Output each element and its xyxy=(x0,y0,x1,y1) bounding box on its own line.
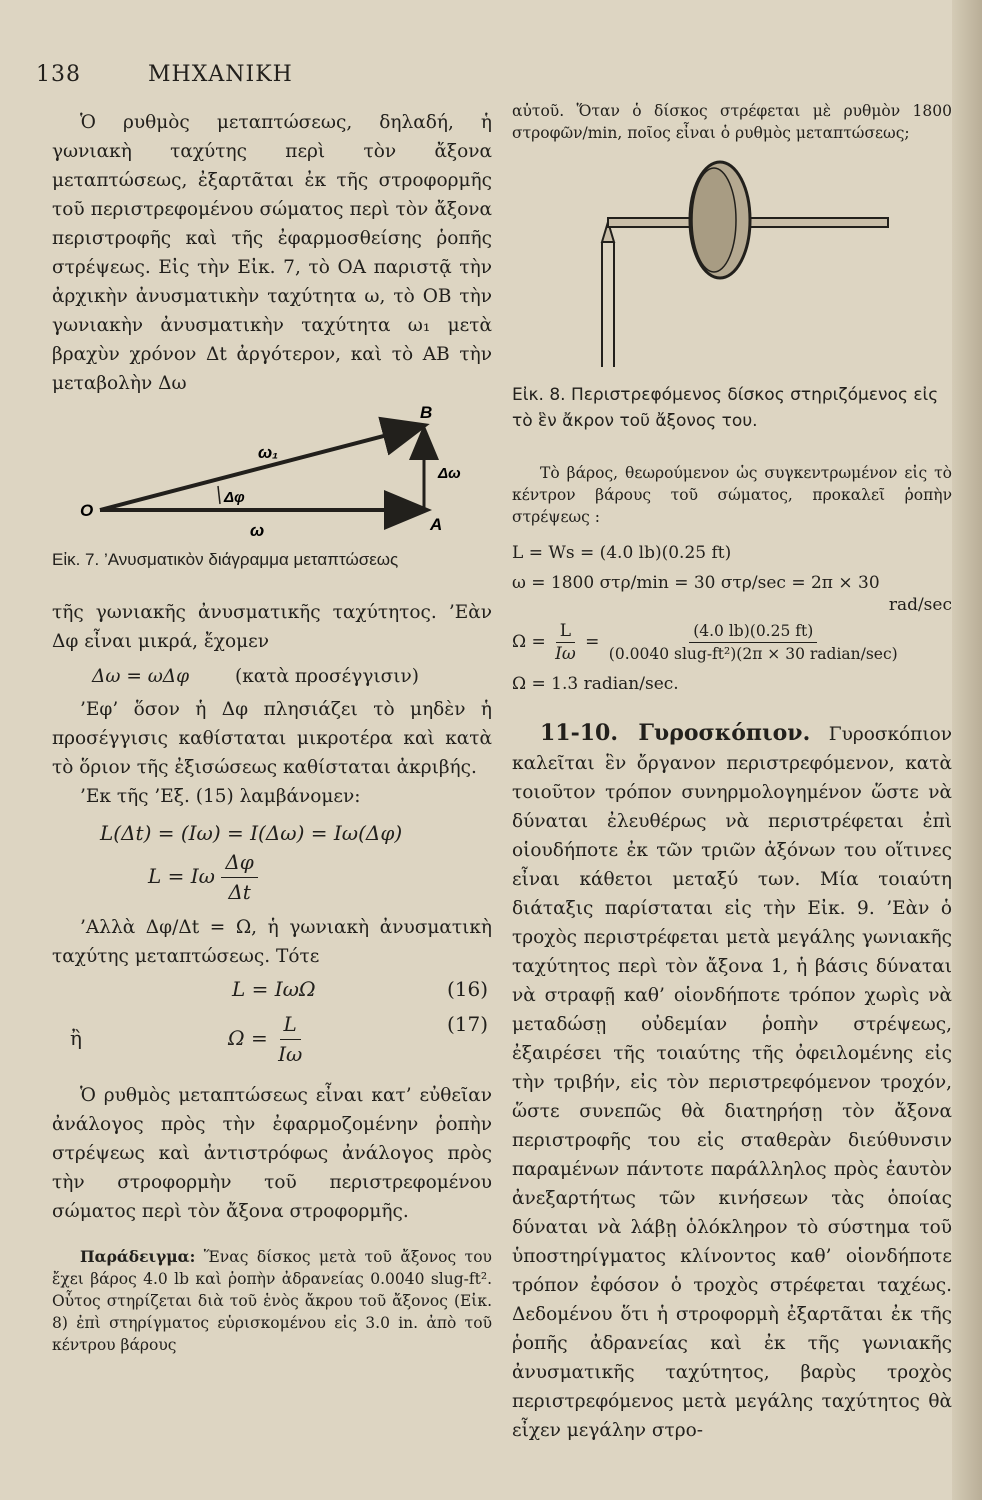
equation-L-delta-t: L(Δt) = (Iω) = I(Δω) = Iω(Δφ) xyxy=(100,821,403,845)
equation-17-lhs: Ω = xyxy=(228,1026,268,1050)
solution-intro: Τὸ βάρος, θεωρούμενον ὡς συγκεντρωμένον εἰς τὸ κέντρον βάρους τοῦ σώματος, προκαλεῖ ῥοπὴν στρέψεως : xyxy=(512,464,952,526)
label-omega: ω xyxy=(250,521,265,540)
page-edge-shadow xyxy=(952,0,982,1500)
equation-17-number: (17) xyxy=(446,1012,488,1036)
vector-OB xyxy=(100,426,422,510)
calc-torque: L = Ws = (4.0 lb)(0.25 ft) xyxy=(512,543,732,563)
paragraph-from-eq15: ’Εκ τῆς ’Εξ. (15) λαμβάνομεν: xyxy=(80,786,361,807)
left-column xyxy=(52,108,492,1356)
figure-8-caption: Εἰκ. 8. Περιστρεφόμενος δίσκος στηριζόμενος εἰς τὸ ἓν ἄκρον τοῦ ἄξονος του. xyxy=(512,385,939,431)
section-gyroscope xyxy=(512,719,952,1445)
calc-result: Ω = 1.3 radian/sec. xyxy=(512,674,679,694)
paragraph-precession-rate: ’Αλλὰ Δφ/Δt = Ω, ἡ γωνιακὴ ἀνυσματικὴ ταχύτης μεταπτώσεως. Τότε xyxy=(52,917,492,967)
fraction-numerator: (4.0 lb)(0.25 ft) xyxy=(689,620,817,643)
calc-omega-unit: rad/sec xyxy=(888,595,952,615)
disk-face xyxy=(692,168,736,272)
label-O: O xyxy=(80,501,94,520)
equation-16 xyxy=(52,975,492,1004)
label-B: B xyxy=(420,406,433,422)
example-paragraph xyxy=(52,1246,492,1356)
fraction-denominator: Iω xyxy=(278,1042,303,1066)
example-continuation: αὐτοῦ. Ὅταν ὁ δίσκος στρέφεται μὲ ρυθμὸν 1800 στροφῶν/min, ποῖος εἶναι ὁ ρυθμὸς μεταπτώσεως; xyxy=(512,102,952,142)
calc-Omega xyxy=(512,620,952,665)
equation-approx-formula: Δω = ωΔφ xyxy=(92,666,190,687)
figure-8-spinning-disk xyxy=(512,152,952,382)
label-delta-phi: Δφ xyxy=(224,489,245,506)
equation-approx xyxy=(92,662,492,691)
page-number: 138 xyxy=(36,62,81,87)
label-delta-omega: Δω xyxy=(438,465,461,482)
equation-17-prefix: ἢ xyxy=(70,1026,82,1050)
section-heading: 11-10. Γυροσκόπιον. xyxy=(540,720,811,746)
calc-Omega-equals: = xyxy=(585,632,600,652)
fraction-denominator: Δt xyxy=(228,880,251,904)
angle-mark xyxy=(218,486,220,504)
fraction-L-Iomega-calc xyxy=(551,620,580,665)
equation-16-formula: L = IωΩ xyxy=(232,977,316,1001)
figure-7-vector-diagram xyxy=(52,406,492,546)
right-column xyxy=(512,100,952,1445)
label-omega1: ω₁ xyxy=(258,443,279,462)
paragraph-small-angle: τῆς γωνιακῆς ἀνυσματικῆς ταχύτητος. ’Εὰν Δφ εἶναι μικρά, ἔχομεν xyxy=(52,602,492,652)
calc-Omega-lhs: Ω = xyxy=(512,632,546,652)
figure-7-caption: Εἰκ. 7. ’Ανυσματικὸν διάγραμμα μεταπτώσεως xyxy=(52,550,399,569)
fraction-numerator: L xyxy=(280,1010,301,1040)
example-label: Παράδειγμα: xyxy=(80,1247,196,1266)
equation-L-lhs: L = Iω xyxy=(148,864,215,888)
fraction-denominator: (0.0040 slug-ft²)(2π × 30 radian/sec) xyxy=(608,645,898,663)
section-text: Γυροσκόπιον καλεῖται ἓν ὄργανον περιστρεφόμενον, κατὰ τοιοῦτον τρόπον συνηρμολογημένον ὥστε νὰ δύναται ἐλευθέρως νὰ περιστρέφεται ἐπὶ οἱουδήποτε ἐκ τῶν τριῶν ἀξόνων του οἵτινες εἶναι κάθετοι μεταξύ των. Μία τοιαύτη διάταξις παρίσταται εἰς τὴν Εἰκ. 9. ’Εὰν ὁ τροχὸς περιστρέφεται μετὰ μεγάλης γωνιακῆς ταχύτητος περὶ τὸν ἄξονα 1, ἡ βάσις δύναται νὰ στραφῇ καθ’ οἱονδήποτε τρόπον χωρὶς νὰ μεταδώσῃ οὐδεμίαν ῥοπὴν στρέψεως, ἐξαιρέσει τῆς τοιαύτης τῆς ὀφειλομένης εἰς τὴν τριβήν, εἰς τὸν περιστρεφόμενον τροχόν, ὥστε συνεπῶς θὰ διατηρήσῃ τὸν ἄξονα περιστροφῆς του εἰς σταθερὰν διεύθυνσιν παραμένων πάντοτε παράλληλος πρὸς ἑαυτὸν ἀνεξαρτήτως τῶν κινήσεων τὰς ὁποίας δύναται νὰ λάβῃ ὁλόκληρον τὸ σύστημα τοῦ ὑποστηρίγματος κλίνοντος καθ’ οἱονδήποτε τρόπον ἐφόσον ὁ τροχὸς στρέφεται ταχέως. Δεδομένου ὅτι ἡ στροφορμὴ ἐξαρτᾶται ἐκ τῆς ῥοπῆς ἀδρανείας καὶ ἐκ τῆς γωνιακῆς ἀνυσματικῆς ταχύτητος, βαρὺς τροχὸς περιστρεφόμενος μετὰ μεγάλης ταχύτητος θὰ εἶχεν μεγάλην στρο- xyxy=(512,724,952,1441)
paragraph-precession-intro: Ὁ ρυθμὸς μεταπτώσεως, δηλαδή, ἡ γωνιακὴ ταχύτης περὶ τὸν ἄξονα μεταπτώσεως, ἐξαρτᾶται ἐκ τῆς στροφορμῆς τοῦ περιστρεφομένου σώματος περὶ τὸν ἄξονα περιστροφῆς καὶ τῆς ἐφαρμοσθείσης ῥοπῆς στρέψεως. Εἰς τὴν Εἰκ. 7, τὸ OA παριστᾷ τὴν ἀρχικὴν ἀνυσματικὴν ταχύτητα ω, τὸ OB τὴν γωνιακὴν ἀνυσματικὴν ταχύτητα ω₁ μετὰ βραχὺν χρόνον Δt ἀργότερον, καὶ τὸ AB τὴν μεταβολὴν Δω xyxy=(52,112,492,394)
calc-omega-formula: ω = 1800 στρ/min = 30 στρ/sec = 2π × 30 xyxy=(512,573,880,593)
paragraph-proportionality: Ὁ ρυθμὸς μεταπτώσεως εἶναι κατ’ εὐθεῖαν ἀνάλογος πρὸς τὴν ἐφαρμοζομένην ῥοπὴν στρέψεως καὶ ἀντιστρόφως ἀνάλογος πρὸς τὴν στροφορμὴν τοῦ περιστρεφομένου σώματος περὶ τὸν ἄξονα στροφορμῆς. xyxy=(52,1085,492,1222)
fraction-L-Iomega xyxy=(274,1010,306,1069)
calc-omega xyxy=(512,572,952,616)
label-A: A xyxy=(430,515,443,534)
running-title: ΜΗΧΑΝΙΚΗ xyxy=(148,62,293,87)
equation-L-fraction xyxy=(148,848,492,907)
fraction-values xyxy=(605,620,902,665)
equation-16-number: (16) xyxy=(446,977,488,1001)
fraction-dphi-dt xyxy=(221,848,257,907)
fraction-numerator: L xyxy=(556,620,575,643)
fraction-numerator: Δφ xyxy=(221,848,257,878)
equation-approx-note: (κατὰ προσέγγισιν) xyxy=(235,666,419,687)
fraction-denominator: Iω xyxy=(555,644,576,664)
example-text: Ἕνας δίσκος μετὰ τοῦ ἄξονος του ἔχει βάρος 4.0 lb καὶ ῥοπὴν ἀδρανείας 0.0040 slug-ft². Οὗτος στηρίζεται διὰ τοῦ ἑνὸς ἄκρου τοῦ ἄξονος (Εἰκ. 8) ἐπὶ στηρίγματος εὑρισκομένου εἰς 3.0 in. ἀπὸ τοῦ κέντρου βάρους xyxy=(52,1248,492,1354)
paragraph-limit: ’Εφ’ ὅσον ἡ Δφ πλησιάζει τὸ μηδὲν ἡ προσέγγισις καθίσταται μικροτέρα καὶ κατὰ τὸ ὅριον τῆς ἐξισώσεως καθίσταται ἀκριβής. xyxy=(52,699,492,778)
equation-17 xyxy=(52,1010,492,1069)
